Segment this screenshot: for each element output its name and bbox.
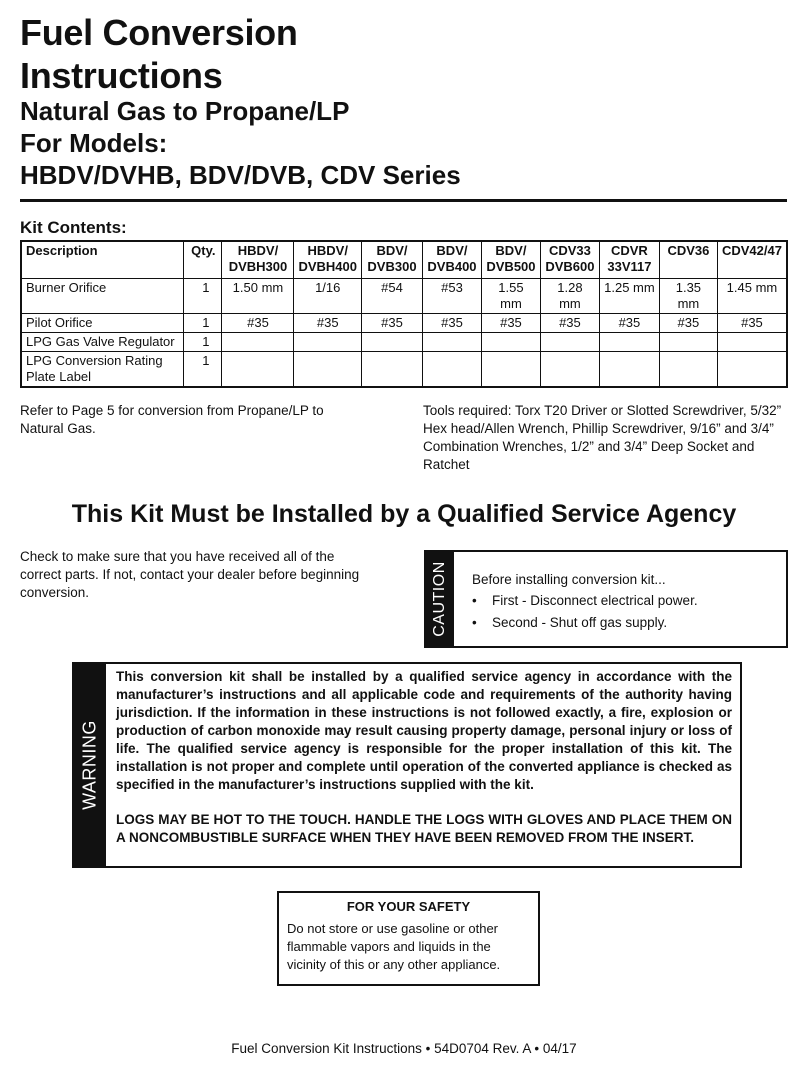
warning-hot-logs-paragraph: LOGS MAY BE HOT TO THE TOUCH. HANDLE THE LOGS WITH GLOVES AND PLACE THEM ON A NONCOMBUSTIBLE SURFACE WHEN THEY HAVE BEEN REMOVED FROM THE INSERT. xyxy=(116,812,732,845)
table-cell xyxy=(422,352,481,388)
table-cell: 1.35 mm xyxy=(659,279,717,314)
caution-item-text: Second - Shut off gas supply. xyxy=(492,615,668,630)
caution-item-text: First - Disconnect electrical power. xyxy=(492,593,698,608)
table-cell: 1.25 mm xyxy=(599,279,659,314)
table-row xyxy=(21,279,787,314)
table-header-row xyxy=(21,241,787,279)
column-header: HBDV/ DVBH400 xyxy=(294,241,362,279)
document-title-line1: Fuel Conversion xyxy=(20,12,298,53)
bullet-icon: • xyxy=(472,593,477,608)
caution-item xyxy=(472,615,667,630)
warning-label: WARNING xyxy=(79,720,100,810)
table-cell: 1 xyxy=(184,333,222,352)
table-cell: 1.50 mm xyxy=(222,279,294,314)
page-footer: Fuel Conversion Kit Instructions • 54D0704 Rev. A • 04/17 xyxy=(231,1041,577,1056)
kit-contents-table xyxy=(20,240,788,388)
table-cell: 1 xyxy=(184,314,222,333)
caution-item xyxy=(472,593,698,608)
column-header: CDVR 33V117 xyxy=(599,241,659,279)
table-cell xyxy=(717,352,787,388)
table-cell xyxy=(481,352,540,388)
caution-band xyxy=(426,552,454,646)
column-header: CDV36 xyxy=(659,241,717,279)
table-cell xyxy=(361,333,422,352)
safety-box xyxy=(277,891,540,986)
table-cell xyxy=(361,352,422,388)
caution-label: CAUTION xyxy=(431,561,448,637)
refer-note: Refer to Page 5 for conversion from Propane/LP to Natural Gas. xyxy=(20,403,324,436)
tools-required-note: Tools required: Torx T20 Driver or Slotted Screwdriver, 5/32” Hex head/Allen Wrench, Phillip Screwdriver, 9/16” and 3/4” Combination Wrenches, 1/2” and 3/4” Deep Socket and Ratchet xyxy=(423,403,782,472)
column-header: BDV/ DVB500 xyxy=(481,241,540,279)
column-header: HBDV/ DVBH300 xyxy=(222,241,294,279)
table-cell: Pilot Orifice xyxy=(21,314,184,333)
table-cell xyxy=(717,333,787,352)
table-cell xyxy=(540,352,599,388)
column-header: CDV42/47 xyxy=(717,241,787,279)
table-cell: #35 xyxy=(222,314,294,333)
table-cell: #35 xyxy=(422,314,481,333)
warning-box xyxy=(72,662,742,868)
bullet-icon: • xyxy=(472,615,477,630)
table-cell xyxy=(599,352,659,388)
table-cell xyxy=(540,333,599,352)
qualified-agency-heading: This Kit Must be Installed by a Qualified Service Agency xyxy=(71,500,737,528)
caution-box xyxy=(424,550,788,648)
table-cell xyxy=(222,333,294,352)
table-cell xyxy=(659,352,717,388)
table-cell xyxy=(222,352,294,388)
table-cell: 1.55 mm xyxy=(481,279,540,314)
kit-contents-heading: Kit Contents: xyxy=(20,218,127,237)
table-row xyxy=(21,352,787,388)
table-cell: 1.28 mm xyxy=(540,279,599,314)
table-cell: #35 xyxy=(717,314,787,333)
subtitle-models-list: HBDV/DVHB, BDV/DVB, CDV Series xyxy=(20,160,461,190)
table-cell: LPG Conversion Rating Plate Label xyxy=(21,352,184,388)
caution-intro: Before installing conversion kit... xyxy=(472,572,666,587)
table-cell: #35 xyxy=(294,314,362,333)
column-header: CDV33 DVB600 xyxy=(540,241,599,279)
table-cell xyxy=(294,352,362,388)
table-row xyxy=(21,333,787,352)
column-header: Description xyxy=(21,241,184,279)
table-cell: #53 xyxy=(422,279,481,314)
column-header: Qty. xyxy=(184,241,222,279)
table-cell: #54 xyxy=(361,279,422,314)
table-cell: 1 xyxy=(184,279,222,314)
table-cell: #35 xyxy=(540,314,599,333)
table-cell: 1 xyxy=(184,352,222,388)
column-header: BDV/ DVB400 xyxy=(422,241,481,279)
table-cell: #35 xyxy=(659,314,717,333)
table-cell xyxy=(481,333,540,352)
warning-band xyxy=(74,664,106,866)
column-header: BDV/ DVB300 xyxy=(361,241,422,279)
safety-body: Do not store or use gasoline or other flammable vapors and liquids in the vicinity of this or any other appliance. xyxy=(287,921,501,972)
header-divider xyxy=(20,199,787,202)
table-cell: #35 xyxy=(361,314,422,333)
table-row xyxy=(21,314,787,333)
table-cell xyxy=(599,333,659,352)
subtitle-conversion: Natural Gas to Propane/LP xyxy=(20,96,350,126)
table-cell: Burner Orifice xyxy=(21,279,184,314)
table-cell xyxy=(659,333,717,352)
warning-paragraph: This conversion kit shall be installed by a qualified service agency in accordance with the manufacturer’s instructions and all applicable code and requirements of the authority having jurisdiction. If the information in these instructions is not followed exactly, a fire, explosion or production of carbon monoxide may result causing property damage, personal injury or loss of life. The qualified service agency is responsible for the proper installation of this kit. The installation is not proper and complete until operation of the converted appliance is checked as specified in the manufacturer’s instructions supplied with the kit. xyxy=(116,669,732,792)
table-cell: 1/16 xyxy=(294,279,362,314)
table-cell: #35 xyxy=(481,314,540,333)
subtitle-models-label: For Models: xyxy=(20,128,168,158)
table-cell: #35 xyxy=(599,314,659,333)
check-parts-note: Check to make sure that you have received all of the correct parts. If not, contact your dealer before beginning conversion. xyxy=(20,549,360,600)
table-cell xyxy=(422,333,481,352)
table-cell xyxy=(294,333,362,352)
table-cell: 1.45 mm xyxy=(717,279,787,314)
safety-title: FOR YOUR SAFETY xyxy=(346,899,471,914)
table-cell: LPG Gas Valve Regulator xyxy=(21,333,184,352)
document-title-line2: Instructions xyxy=(20,55,223,96)
